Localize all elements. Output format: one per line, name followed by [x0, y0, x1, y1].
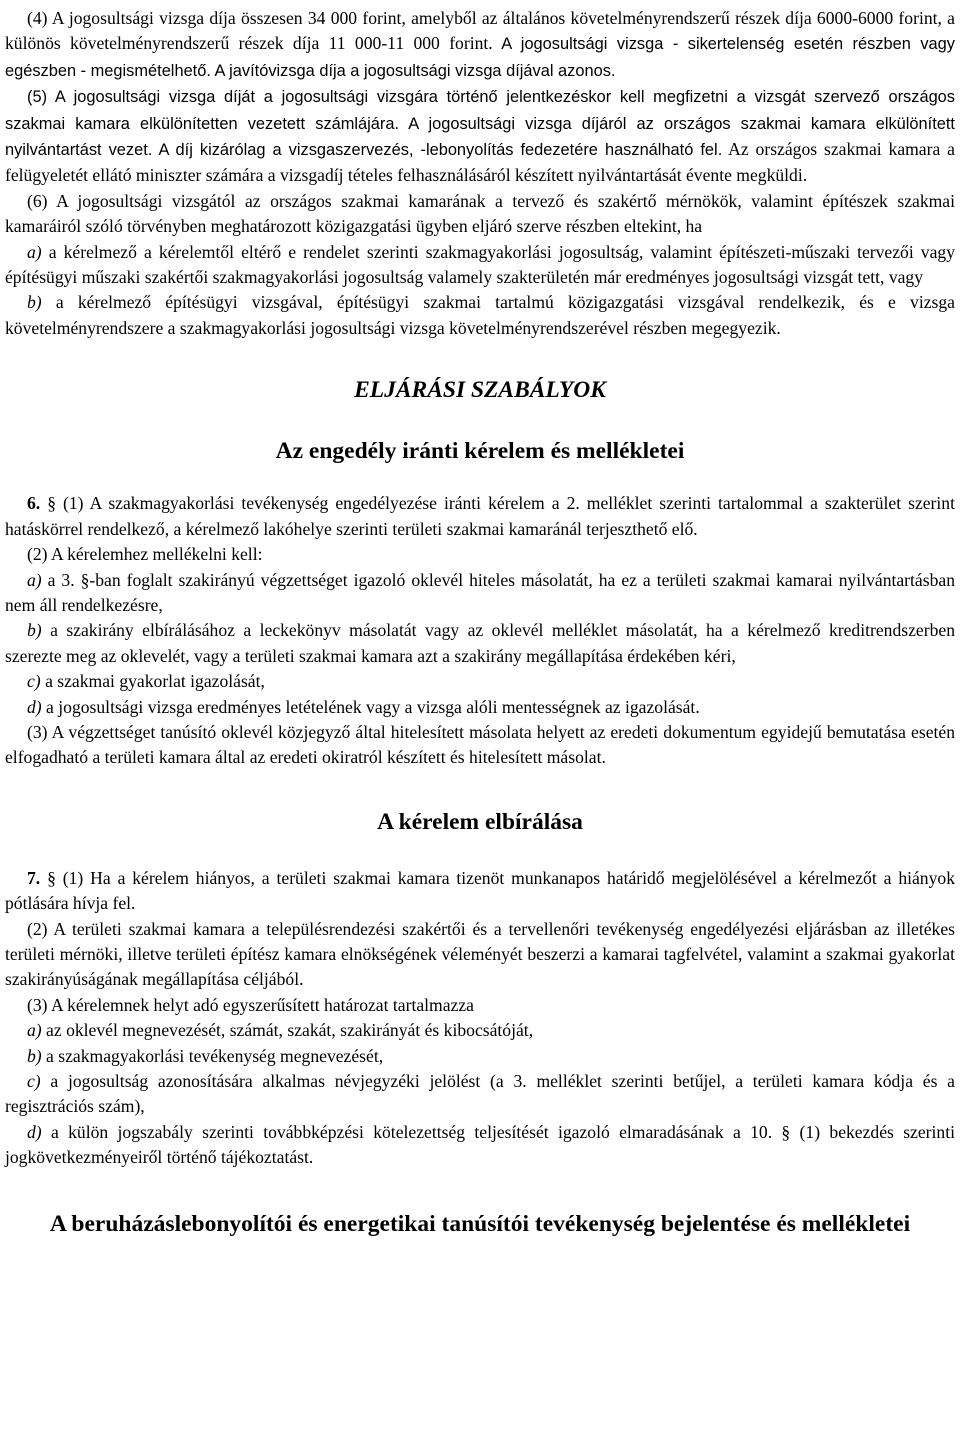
paragraph-6: (6) A jogosultsági vizsgától az országos szakmai kamarának a tervező és szakértő mérnökök, valamint építészek szakmai kamaráiról szóló törvényben meghatározott közigazgatási ügyben eljáró szerve részben eltekint, ha — [5, 190, 955, 237]
section-6-item-d: d) a jogosultsági vizsga eredményes letételének vagy a vizsga alóli mentességnek az igazolását. — [27, 696, 700, 717]
section-6-item-b: b) a szakirány elbírálásához a leckekönyv másolatát vagy az oklevél melléklet másolatát, ha a kérelmező kreditrendszerben szerezte meg az oklevelét, vagy a területi szakmai kamara azt a szakirány megállapítása érdekében kéri, — [5, 620, 955, 666]
section-7-para-3: (3) A kérelemnek helyt adó egyszerűsített határozat tartalmazza — [27, 994, 474, 1015]
paragraph-4: (4) A jogosultsági vizsga díja összesen 34 000 forint, amelyből az általános követelményrendszerű részek díja 6000-6000 forint, a különös követelményrendszerű részek díja 11 000-11 000 forint. A jogosultsági vizsga - sikertelenség esetén részben vagy egészben - megismételhető. A javítóvizsga díja a jogosultsági vizsga díjával azonos. — [5, 8, 955, 80]
section-heading-procedural-rules: ELJÁRÁSI SZABÁLYOK — [354, 377, 606, 404]
section-6-item-c: c) a szakmai gyakorlat igazolását, — [27, 671, 265, 692]
section-7-item-d: d) a külön jogszabály szerinti továbbképzési kötelezettség teljesítését igazoló elmaradásának a 10. § (1) bekezdés szerinti jogkövetkezményeiről történő tájékoztatást. — [5, 1121, 955, 1168]
paragraph-5: (5) A jogosultsági vizsga díját a jogosultsági vizsgára történő jelentkezéskor kell megfizetni a vizsgát szervező országos szakmai kamara elkülönítetten vezetett számlájára. A jogosultsági vizsga díjáról az országos szakmai kamara elkülönített nyilvántartást vezet. A díj kizárólag a vizsgaszervezés, -lebonyolítás fedezetére használható fel. Az országos szakmai kamara a felügyeletét ellátó miniszter számára a vizsgadíj tételes felhasználásáról készített nyilvántartását évente megküldi. — [5, 88, 955, 186]
paragraph-6-item-b: b) a kérelmező építésügyi vizsgával, építésügyi szakmai tartalmú közigazgatási vizsgával rendelkezik, és e vizsga követelményrendszere a szakmagyakorlási jogosultsági vizsga követelményrendszerével részben megegyezik. — [5, 292, 955, 338]
paragraph-6-item-a: a) a kérelmező a kérelemtől eltérő e rendelet szerinti szakmagyakorlási jogosultság, valamint építészeti-műszaki tervezői vagy építésügyi műszaki szakértői szakmagyakorlási jogosultság valamely szakterületén már eredményes jogosultsági vizsgát tett, vagy — [5, 241, 955, 288]
section-6-para-3: (3) A végzettséget tanúsító oklevél közjegyző által hitelesített másolata helyett az eredeti dokumentum egyidejű bemutatása esetén elfogadható a területi kamara által az eredeti okiratról készített és hitelesített másolat. — [5, 721, 955, 768]
subheading-evaluation: A kérelem elbírálása — [377, 808, 583, 835]
section-7-item-b: b) a szakmagyakorlási tevékenység megnevezését, — [27, 1045, 384, 1066]
section-6-item-a: a) a 3. §-ban foglalt szakirányú végzettséget igazoló oklevél hiteles másolatát, ha ez a területi szakmai kamarai nyilvántartásban nem áll rendelkezésre, — [5, 569, 955, 615]
subheading-notification: A beruházáslebonyolítói és energetikai tanúsítói tevékenység bejelentése és mellékletei — [49, 1210, 911, 1237]
subheading-application: Az engedély iránti kérelem és mellékletei — [275, 438, 685, 465]
section-7-item-a: a) az oklevél megnevezését, számát, szakát, szakirányát és kibocsátóját, — [27, 1020, 534, 1041]
section-7-para-2: (2) A területi szakmai kamara a településrendezési szakértői és a tervellenőri tevékenység engedélyezési eljárásban az illetékes területi mérnöki, illetve területi építész kamara elnökségének véleményét beszerzi a kamarai tagfelvétel, valamint a szakmai gyakorlat szakirányúságának megállapítása céljából. — [5, 918, 955, 990]
document-page — [5, 6, 955, 1239]
section-6-para-1: 6. § (1) A szakmagyakorlási tevékenység engedélyezése iránti kérelem a 2. melléklet szerinti tartalommal a szakterület szerint hatáskörrel rendelkező, a kérelmező lakóhelye szerinti területi szakmai kamaránál terjeszthető elő. — [5, 493, 955, 539]
section-7-para-1: 7. § (1) Ha a kérelem hiányos, a területi szakmai kamara tizenöt munkanapos határidő megjelölésével a kérelmezőt a hiányok pótlására hívja fel. — [5, 867, 955, 914]
section-6-para-2: (2) A kérelemhez mellékelni kell: — [27, 544, 263, 565]
section-7-item-c: c) a jogosultság azonosítására alkalmas névjegyzéki jelölést (a 3. melléklet szerinti betűjel, a területi kamara kódja és a regisztrációs szám), — [5, 1071, 955, 1117]
